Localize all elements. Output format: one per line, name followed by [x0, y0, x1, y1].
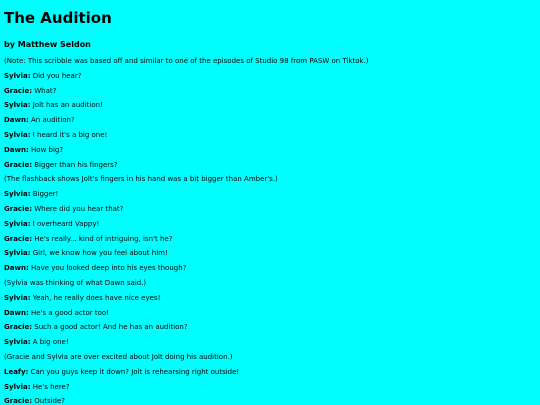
dialogue-text: Where did you hear that?	[32, 204, 124, 213]
stage-direction-text: (Note: This scribble was based off and similar to one of the episodes of Studio 98 from PASW on Tiktok.)	[4, 57, 369, 65]
dialogue-line	[4, 190, 536, 198]
dialogue-line	[4, 338, 536, 346]
stage-direction-text: (Gracie and Sylvia are over excited about Jolt doing his audition.)	[4, 352, 233, 361]
dialogue-line	[4, 116, 536, 124]
speaker-name: Sylvia:	[4, 130, 31, 139]
author-byline: by Matthew Seldon	[4, 40, 91, 49]
speaker-name: Gracie:	[4, 86, 33, 95]
dialogue-line	[4, 249, 536, 257]
dialogue-text: What?	[32, 86, 57, 95]
dialogue-text: How big?	[28, 145, 64, 154]
dialogue-text: He's here?	[30, 382, 70, 391]
stage-direction-text: (The flashback shows Jolt's fingers in his hand was a bit bigger than Amber's.)	[4, 175, 278, 184]
dialogue-line	[4, 323, 536, 331]
dialogue-text: Bigger than his fingers?	[32, 160, 118, 169]
dialogue-text: Yeah, he really does have nice eyes!	[30, 293, 161, 302]
dialogue-line	[4, 101, 536, 109]
speaker-name: Dawn:	[4, 308, 29, 317]
speaker-name: Gracie:	[4, 397, 33, 405]
speaker-name: Leafy:	[4, 367, 29, 376]
dialogue-line	[4, 72, 536, 80]
dialogue-text: I overheard Vappy!	[30, 219, 100, 228]
dialogue-line	[4, 205, 536, 213]
speaker-name: Sylvia:	[4, 101, 31, 110]
dialogue-line	[4, 264, 536, 272]
dialogue-text: Have you looked deep into his eyes though?	[28, 264, 187, 273]
dialogue-text: Jolt has an audition!	[30, 101, 103, 110]
speaker-name: Sylvia:	[4, 71, 31, 80]
stage-direction-line	[4, 57, 536, 65]
dialogue-text: Girl, we know how you feel about him!	[30, 249, 168, 258]
speaker-name: Sylvia:	[4, 293, 31, 302]
dialogue-line	[4, 161, 536, 169]
dialogue-line	[4, 235, 536, 243]
speaker-name: Dawn:	[4, 145, 29, 154]
dialogue-text: Such a good actor! And he has an audition?	[32, 323, 188, 332]
dialogue-text: He's really... kind of intriguing, isn't he?	[32, 234, 173, 243]
dialogue-line	[4, 383, 536, 391]
dialogue-line	[4, 87, 536, 95]
stage-direction-text: (Sylvia was thinking of what Dawn said.)	[4, 278, 147, 287]
speaker-name: Dawn:	[4, 264, 29, 273]
dialogue-line	[4, 309, 536, 317]
dialogue-text: He's a good actor too!	[28, 308, 109, 317]
dialogue-line	[4, 220, 536, 228]
document-title: The Audition	[4, 9, 112, 27]
dialogue-text: Bigger!	[30, 190, 59, 199]
dialogue-text: Did you hear?	[30, 71, 82, 80]
dialogue-text: Can you guys keep it down? Jolt is rehearsing right outside!	[28, 367, 240, 376]
dialogue-line	[4, 368, 536, 376]
speaker-name: Gracie:	[4, 323, 33, 332]
speaker-name: Dawn:	[4, 116, 29, 125]
speaker-name: Gracie:	[4, 160, 33, 169]
dialogue-line	[4, 131, 536, 139]
dialogue-text: Outside?	[32, 397, 66, 405]
speaker-name: Sylvia:	[4, 249, 31, 258]
speaker-name: Sylvia:	[4, 190, 31, 199]
script-lines	[4, 57, 536, 405]
speaker-name: Gracie:	[4, 204, 33, 213]
speaker-name: Sylvia:	[4, 338, 31, 347]
speaker-name: Sylvia:	[4, 219, 31, 228]
stage-direction-line	[4, 353, 536, 361]
dialogue-line	[4, 146, 536, 154]
dialogue-text: I heard it's a big one!	[30, 130, 108, 139]
speaker-name: Gracie:	[4, 234, 33, 243]
stage-direction-line	[4, 175, 536, 183]
dialogue-line	[4, 397, 536, 405]
dialogue-line	[4, 294, 536, 302]
dialogue-text: A big one!	[30, 338, 69, 347]
speaker-name: Sylvia:	[4, 382, 31, 391]
stage-direction-line	[4, 279, 536, 287]
dialogue-text: An audition?	[28, 116, 75, 125]
